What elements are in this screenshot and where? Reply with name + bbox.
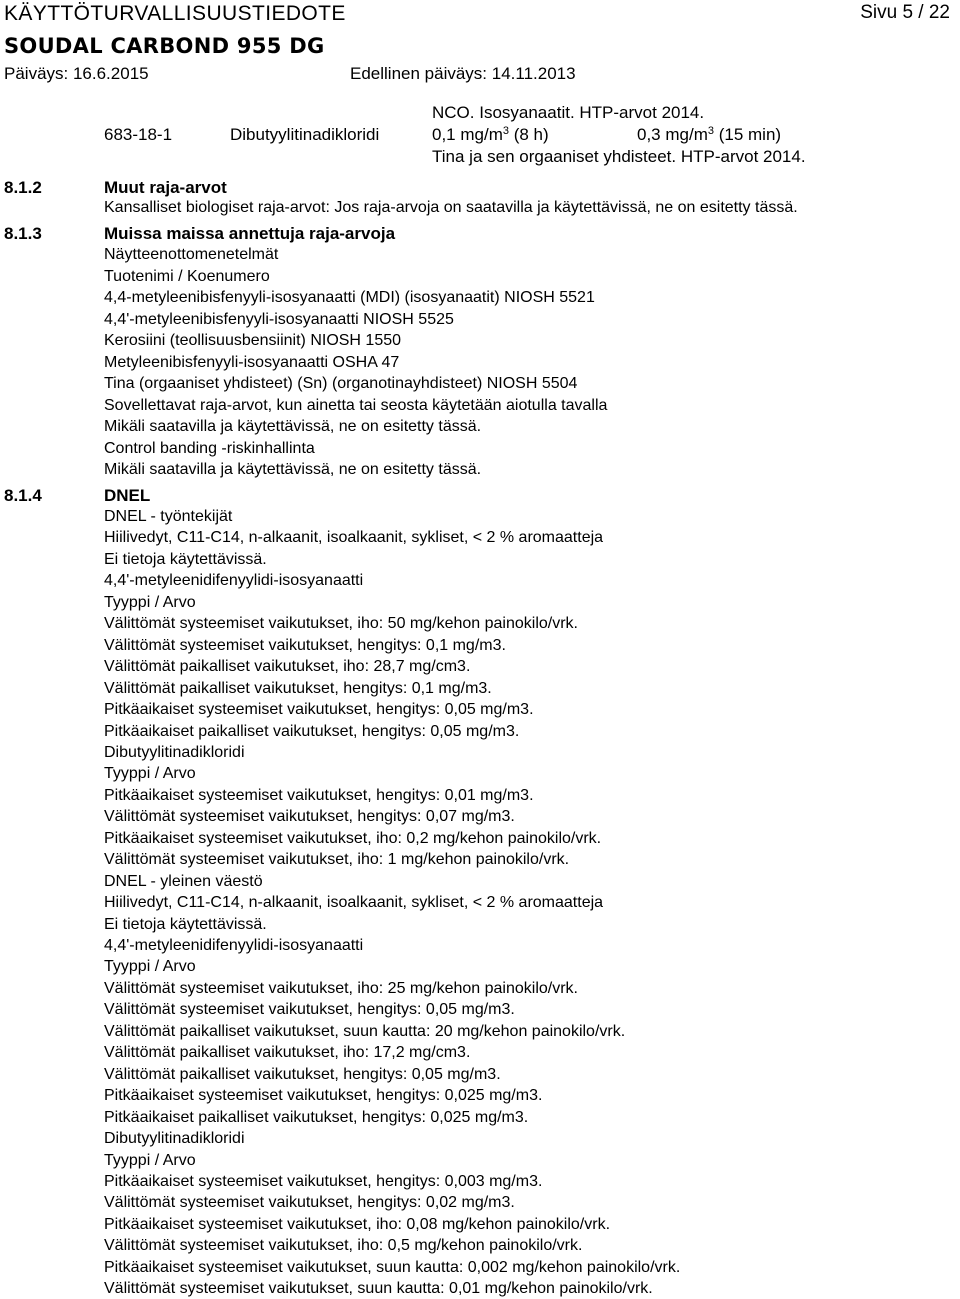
limit-8h: 0,1 $mg/m^3$ (8 h) bbox=[432, 125, 549, 144]
text-line: Dibutyylitinadikloridi bbox=[104, 1130, 245, 1148]
document-title: KÄYTTÖTURVALLISUUSTIEDOTE bbox=[4, 2, 346, 25]
text-line: Dibutyylitinadikloridi bbox=[104, 743, 245, 761]
section-title-813: Muissa maissa annettuja raja-arvoja bbox=[104, 224, 396, 243]
section-title-814: DNEL bbox=[104, 486, 151, 505]
text-line: Sovellettavat raja-arvot, kun ainetta tai seosta käytetään aiotulla tavalla bbox=[104, 396, 608, 414]
text-line: Välittömät systeemiset vaikutukset, iho: 0,5 mg/kehon painokilo/vrk. bbox=[104, 1237, 583, 1255]
text-line: Pitkäaikaiset systeemiset vaikutukset, hengitys: 0,01 mg/m3. bbox=[104, 786, 534, 804]
limit-note-bottom: Tina ja sen orgaaniset yhdisteet. HTP-arvot 2014. bbox=[432, 147, 806, 166]
text-line: Hiilivedyt, C11-C14, n-alkaanit, isoalkaanit, sykliset, < 2 % aromaatteja bbox=[104, 894, 604, 912]
text-line: Tina (orgaaniset yhdisteet) (Sn) (organotinayhdisteet) NIOSH 5504 bbox=[104, 375, 578, 392]
text-line: Mikäli saatavilla ja käytettävissä, ne on esitetty tässä. bbox=[104, 461, 482, 478]
text-line: Pitkäaikaiset systeemiset vaikutukset, hengitys: 0,05 mg/m3. bbox=[104, 701, 534, 719]
text-line: Välittömät systeemiset vaikutukset, iho: 50 mg/kehon painokilo/vrk. bbox=[104, 615, 578, 633]
text-line: Mikäli saatavilla ja käytettävissä, ne on esitetty tässä. bbox=[104, 418, 482, 435]
section-number-814: 8.1.4 bbox=[4, 486, 42, 505]
text-line: Välittömät systeemiset vaikutukset, hengitys: 0,02 mg/m3. bbox=[104, 1194, 515, 1212]
text-line: Välittömät systeemiset vaikutukset, suun kautta: 0,01 mg/kehon painokilo/vrk. bbox=[104, 1280, 653, 1298]
text-line: Pitkäaikaiset systeemiset vaikutukset, iho: 0,08 mg/kehon painokilo/vrk. bbox=[104, 1215, 611, 1233]
text-line: DNEL - yleinen väestö bbox=[104, 872, 263, 890]
text-line: Tyyppi / Arvo bbox=[104, 1151, 196, 1169]
text-line: Control banding -riskinhallinta bbox=[104, 439, 315, 457]
previous-issue-date: Edellinen päiväys: 14.11.2013 bbox=[350, 64, 576, 83]
text-line: Tyyppi / Arvo bbox=[104, 958, 196, 976]
text-line: DNEL - työntekijät bbox=[104, 508, 233, 525]
text-line: Pitkäaikaiset systeemiset vaikutukset, iho: 0,2 mg/kehon painokilo/vrk. bbox=[104, 829, 602, 847]
text-line: Tyyppi / Arvo bbox=[104, 765, 196, 783]
text-line: Välittömät systeemiset vaikutukset, hengitys: 0,05 mg/m3. bbox=[104, 1001, 515, 1019]
product-name: SOUDAL CARBOND 955 DG bbox=[4, 34, 325, 58]
text-line: Välittömät paikalliset vaikutukset, suun kautta: 20 mg/kehon painokilo/vrk. bbox=[104, 1022, 626, 1040]
text-line: Pitkäaikaiset paikalliset vaikutukset, hengitys: 0,025 mg/m3. bbox=[104, 1108, 529, 1126]
text-line: Välittömät paikalliset vaikutukset, iho: 28,7 mg/cm3. bbox=[104, 658, 471, 676]
issue-date: Päiväys: 16.6.2015 bbox=[4, 64, 149, 83]
limit-note-top: NCO. Isosyanaatit. HTP-arvot 2014. bbox=[432, 103, 705, 122]
section-number-813: 8.1.3 bbox=[4, 224, 42, 243]
text-line: Näytteenottomenetelmät bbox=[104, 246, 279, 263]
text-line: Pitkäaikaiset paikalliset vaikutukset, hengitys: 0,05 mg/m3. bbox=[104, 722, 520, 740]
limit-15min: 0,3 $mg/m^3$ (15 min) bbox=[637, 125, 782, 144]
text-line: Pitkäaikaiset systeemiset vaikutukset, hengitys: 0,003 mg/m3. bbox=[104, 1172, 543, 1190]
text-line: Ei tietoja käytettävissä. bbox=[104, 915, 267, 933]
text-line: Välittömät systeemiset vaikutukset, hengitys: 0,1 mg/m3. bbox=[104, 636, 506, 654]
section-number-812: 8.1.2 bbox=[4, 178, 42, 197]
text-line: Välittömät systeemiset vaikutukset, iho: 25 mg/kehon painokilo/vrk. bbox=[104, 979, 578, 997]
text-line: 4,4-metyleenibisfenyyli-isosyanaatti (MDI) (isosyanaatit) NIOSH 5521 bbox=[104, 289, 595, 306]
text-line: Pitkäaikaiset systeemiset vaikutukset, hengitys: 0,025 mg/m3. bbox=[104, 1087, 543, 1105]
text-line: Tuotenimi / Koenumero bbox=[104, 267, 270, 285]
text-line: Hiilivedyt, C11-C14, n-alkaanit, isoalkaanit, sykliset, < 2 % aromaatteja bbox=[104, 529, 604, 547]
text-line: 4,4'-metyleenidifenyylidi-isosyanaatti bbox=[104, 572, 364, 590]
text-line: Ei tietoja käytettävissä. bbox=[104, 550, 267, 568]
substance-name: Dibutyylitinadikloridi bbox=[230, 125, 380, 144]
text-line: Kerosiini (teollisuusbensiinit) NIOSH 1550 bbox=[104, 332, 402, 349]
page-number: Sivu 5 / 22 bbox=[860, 2, 950, 23]
text-line: 4,4'-metyleenidifenyylidi-isosyanaatti bbox=[104, 937, 364, 954]
text-line: Tyyppi / Arvo bbox=[104, 593, 196, 611]
text-line: Välittömät paikalliset vaikutukset, hengitys: 0,1 mg/m3. bbox=[104, 679, 492, 697]
text-line: Välittömät systeemiset vaikutukset, hengitys: 0,07 mg/m3. bbox=[104, 808, 515, 826]
text-line: Välittömät paikalliset vaikutukset, hengitys: 0,05 mg/m3. bbox=[104, 1065, 501, 1083]
cas-number: 683-18-1 bbox=[104, 125, 173, 144]
text-line: Metyleenibisfenyyli-isosyanaatti OSHA 47 bbox=[104, 353, 400, 371]
text-line: Välittömät systeemiset vaikutukset, iho: 1 mg/kehon painokilo/vrk. bbox=[104, 851, 570, 869]
text-line: Kansalliset biologiset raja-arvot: Jos raja-arvoja on saatavilla ja käytettävissä, ne on esitetty tässä. bbox=[104, 199, 798, 216]
text-line: Pitkäaikaiset systeemiset vaikutukset, suun kautta: 0,002 mg/kehon painokilo/vrk. bbox=[104, 1258, 681, 1276]
text-line: 4,4'-metyleenibisfenyyli-isosyanaatti NIOSH 5525 bbox=[104, 310, 454, 328]
text-line: Välittömät paikalliset vaikutukset, iho: 17,2 mg/cm3. bbox=[104, 1044, 471, 1062]
section-title-812: Muut raja-arvot bbox=[104, 178, 227, 197]
